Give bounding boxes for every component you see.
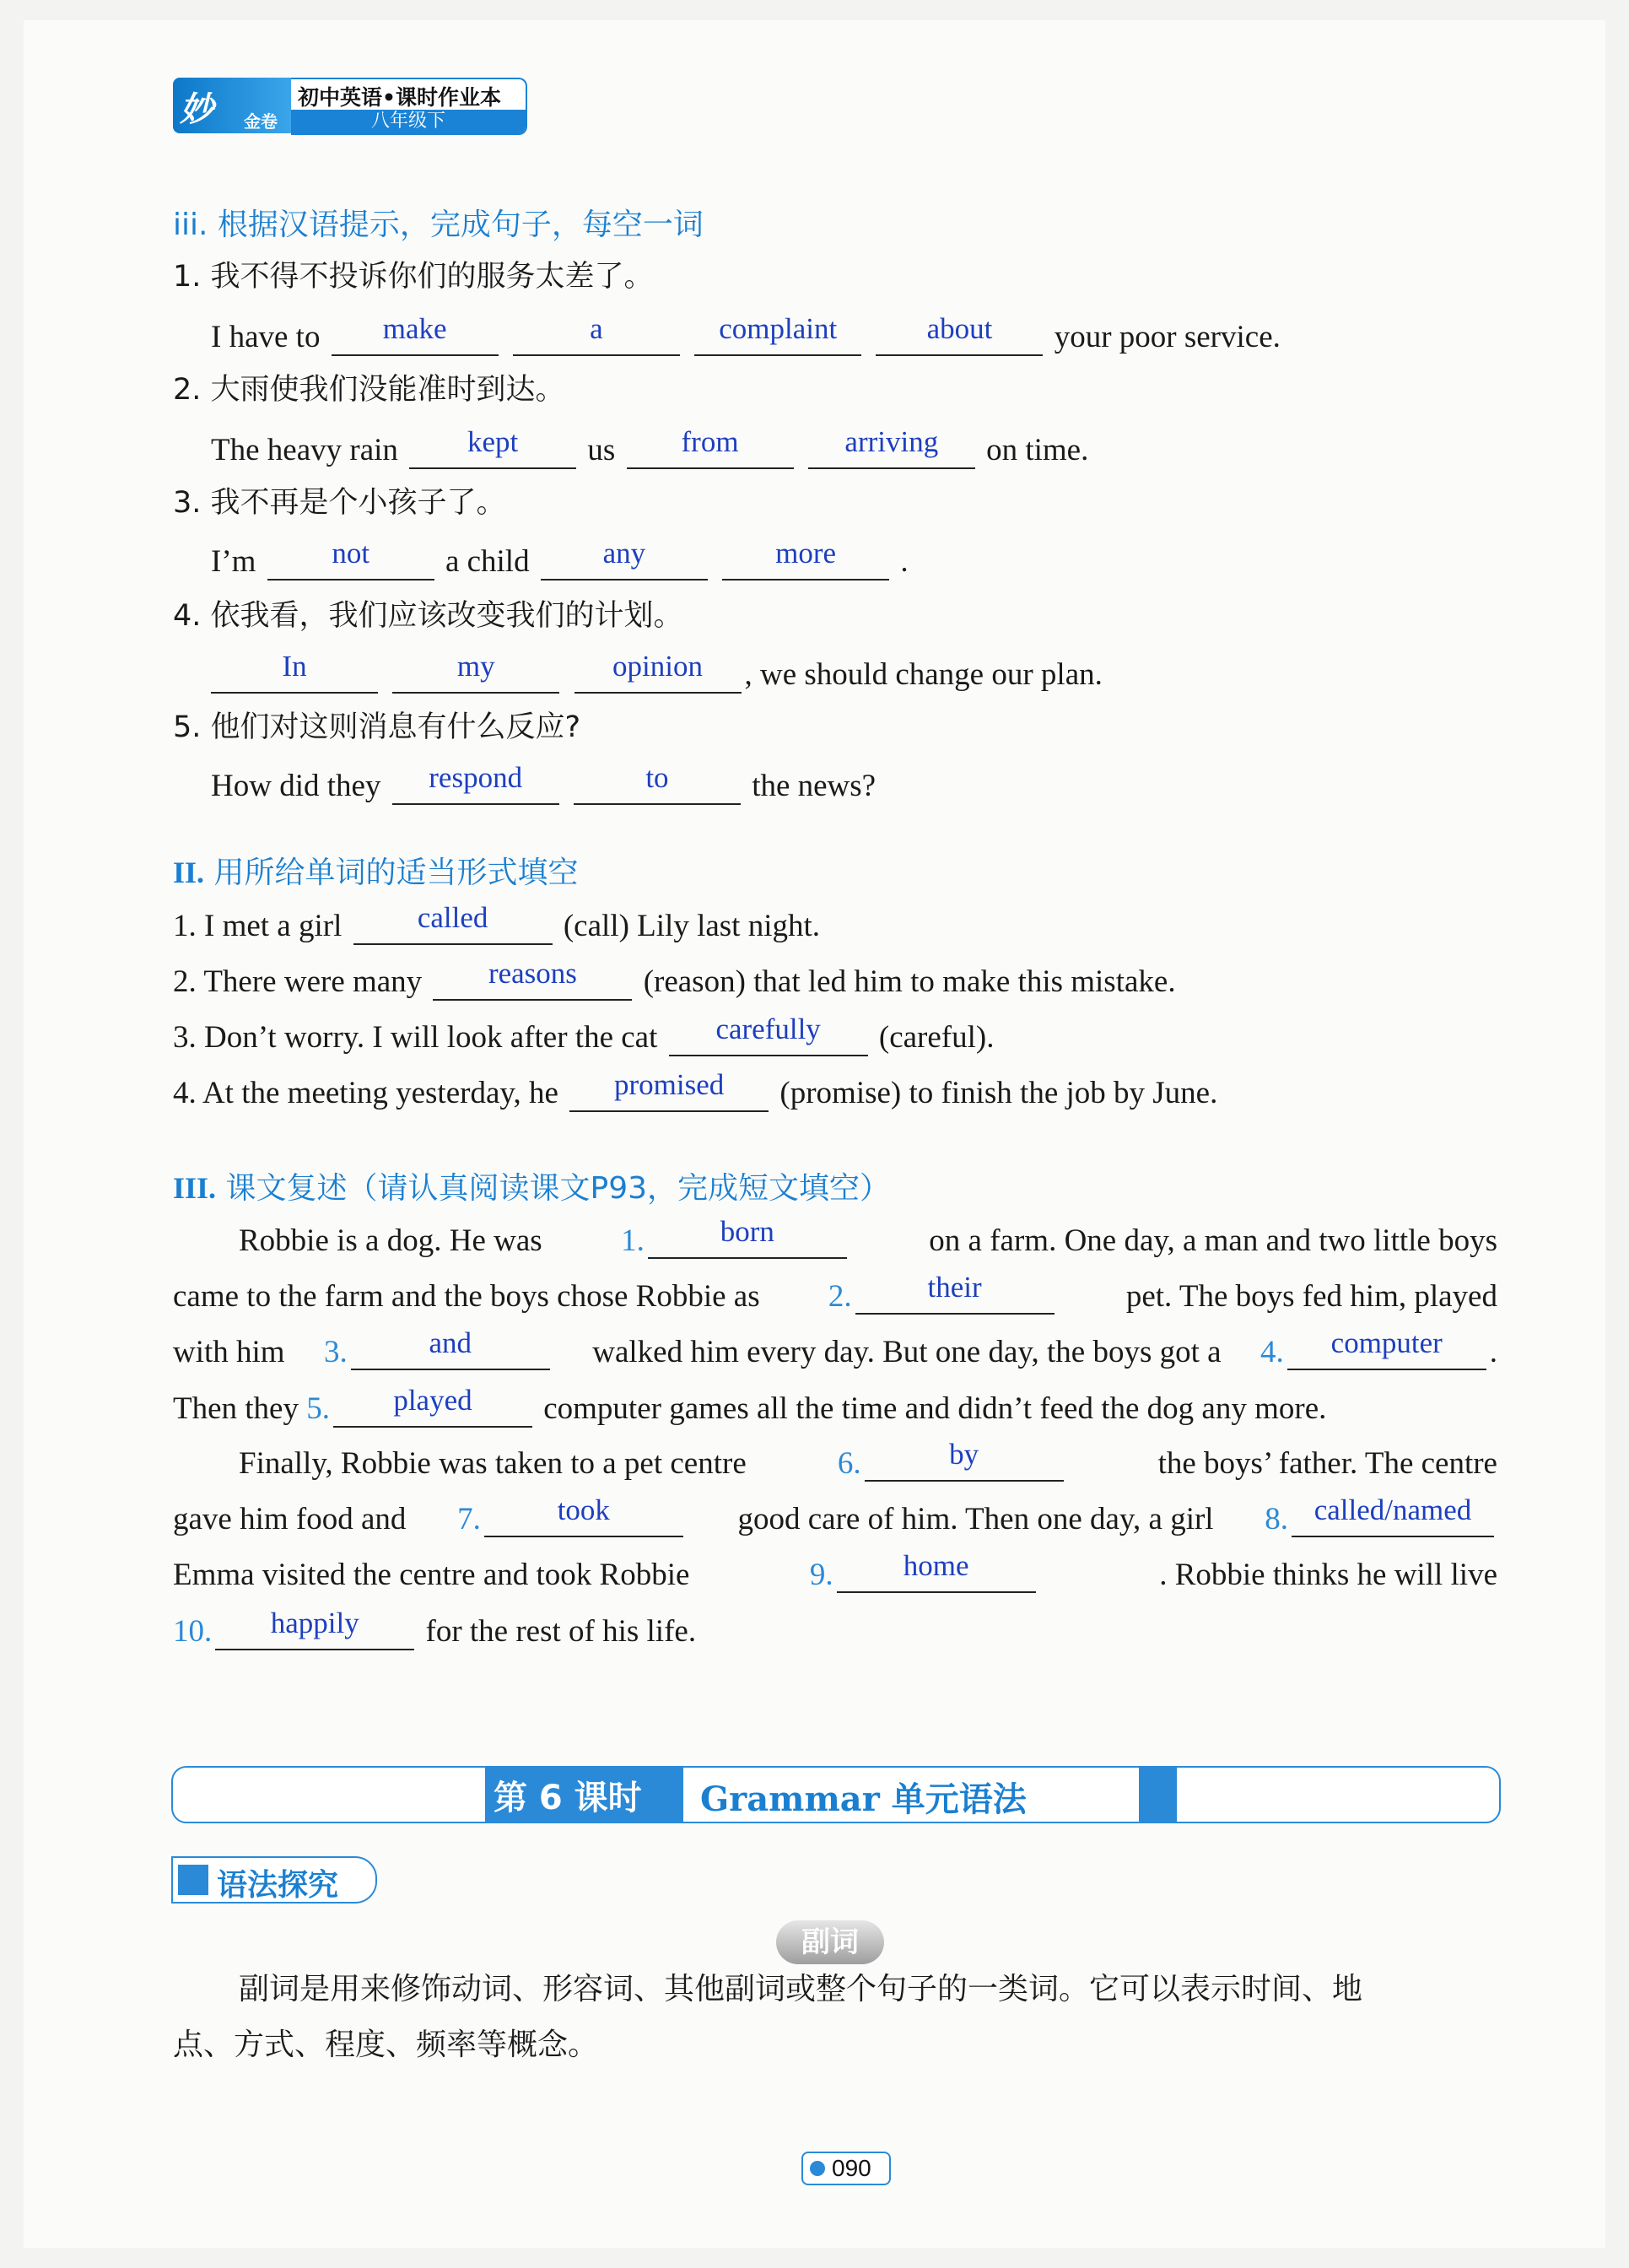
II-q4-post: (promise) to finish the job by June.: [779, 1076, 1218, 1110]
passage-line-4: [173, 1384, 1327, 1428]
q4-blank-3[interactable]: [574, 650, 742, 694]
q2-pre: The heavy rain: [211, 433, 398, 467]
text: . Robbie thinks he will live: [1159, 1558, 1497, 1592]
answer: and: [429, 1326, 472, 1359]
II-q3-post: (careful).: [878, 1020, 995, 1055]
II-q1-post: (call) Lily last night.: [563, 909, 821, 943]
II-q4-blank[interactable]: [569, 1068, 769, 1112]
lesson-title-box: [683, 1768, 1139, 1822]
q2-blank-3[interactable]: [808, 425, 975, 469]
book-title-box: [291, 78, 527, 135]
passage-blank-8[interactable]: [1292, 1493, 1494, 1537]
q4-blank-2[interactable]: [392, 650, 559, 694]
answer: carefully: [715, 1012, 821, 1045]
text: on a farm. One day, a man and two little boys: [929, 1223, 1497, 1258]
section-III-heading: [173, 1164, 890, 1207]
lesson-banner: [171, 1766, 1501, 1823]
II-q2-post: (reason) that led him to make this mistake.: [643, 964, 1176, 999]
answer: my: [456, 650, 495, 683]
brand-logo: [173, 78, 291, 133]
q1-blank-2[interactable]: [513, 312, 680, 356]
text: Robbie is a dog. He was: [239, 1223, 542, 1258]
answer: happily: [270, 1606, 359, 1639]
answer: opinion: [612, 650, 703, 683]
q3-blank-3[interactable]: [722, 537, 889, 580]
text: the boys’ father. The centre: [1157, 1446, 1497, 1481]
passage-blank-9[interactable]: [837, 1549, 1036, 1593]
answer: more: [775, 537, 837, 570]
q3-chinese: 3. 我不再是个小孩子了。: [173, 486, 506, 520]
grammar-tag-label: 语法探究: [217, 1868, 339, 1903]
answer: to: [645, 761, 669, 794]
blank-number: 6.: [837, 1446, 861, 1481]
blank-number: 8.: [1265, 1502, 1288, 1536]
answer: born: [720, 1215, 774, 1248]
logo-small-text: 金卷: [244, 111, 278, 132]
II-q1: [173, 901, 821, 945]
blank-number: 4.: [1260, 1335, 1284, 1369]
section-II-number: II.: [173, 856, 205, 889]
answer: took: [557, 1493, 610, 1526]
square-icon: [178, 1865, 208, 1895]
text: with him: [173, 1335, 285, 1369]
q3-blank-1[interactable]: [267, 537, 434, 580]
passage-line-8: [173, 1606, 697, 1650]
answer: from: [681, 425, 739, 458]
passage-line-2: [173, 1271, 1497, 1315]
q4-blank-1[interactable]: [211, 650, 378, 694]
q1-blank-4[interactable]: [876, 312, 1043, 356]
q3-blank-2[interactable]: [541, 537, 708, 580]
q5-chinese: 5. 他们对这则消息有什么反应?: [173, 710, 581, 744]
answer: computer: [1330, 1326, 1443, 1359]
passage-blank-4[interactable]: [1287, 1326, 1486, 1370]
text: walked him every day. But one day, the boys got a: [592, 1335, 1222, 1369]
q2-mid: us: [587, 433, 616, 467]
passage-blank-7[interactable]: [484, 1493, 683, 1537]
passage-blank-10[interactable]: [215, 1606, 414, 1650]
book-title: 初中英语•课时作业本: [298, 85, 501, 110]
passage-line-1: [239, 1215, 1497, 1259]
q3-english: [211, 537, 909, 580]
q4-post: , we should change our plan.: [744, 657, 1103, 692]
answer: home: [903, 1549, 969, 1582]
q1-blank-3[interactable]: [694, 312, 861, 356]
text: came to the farm and the boys chose Robbie as: [173, 1279, 760, 1314]
blank-number: 7.: [457, 1502, 481, 1536]
logo-text: 妙: [180, 89, 213, 129]
II-q1-blank[interactable]: [353, 901, 553, 945]
section-III-title: 课文复述（请认真阅读课文P93，完成短文填空）: [225, 1171, 891, 1206]
blank-number: 10.: [173, 1614, 213, 1649]
q2-blank-2[interactable]: [627, 425, 794, 469]
answer: In: [282, 650, 307, 683]
blank-number: 5.: [306, 1391, 330, 1426]
grammar-text-line-2: 点、方式、程度、频率等概念。: [173, 2028, 599, 2062]
II-q3-blank[interactable]: [669, 1012, 868, 1056]
passage-line-3: [173, 1326, 1497, 1370]
section-II-heading: [173, 849, 579, 892]
q4-english: [208, 650, 1103, 694]
answer: kept: [467, 425, 519, 458]
answer: make: [382, 312, 447, 345]
II-q4-pre: 4. At the meeting yesterday, he: [173, 1076, 558, 1110]
answer: promised: [614, 1068, 725, 1101]
text: computer games all the time and didn’t feed the dog any more.: [543, 1391, 1327, 1426]
passage-line-7: [173, 1549, 1497, 1593]
II-q2-blank[interactable]: [433, 957, 632, 1001]
grammar-tag: [171, 1856, 377, 1904]
section-II-title: 用所给单词的适当形式填空: [213, 856, 579, 890]
text: Emma visited the centre and took Robbie: [173, 1558, 690, 1592]
page-number-badge: [801, 2152, 891, 2185]
passage-blank-1[interactable]: [648, 1215, 847, 1259]
answer: any: [602, 537, 646, 570]
text: good care of him. Then one day, a girl: [737, 1502, 1214, 1536]
passage-line-5: [239, 1438, 1497, 1482]
q3-post: .: [900, 544, 909, 579]
q5-english: [211, 761, 877, 805]
answer: not: [332, 537, 370, 570]
q5-post: the news?: [752, 769, 877, 803]
section-III-number: III.: [173, 1171, 217, 1205]
header-brand: [173, 78, 527, 133]
q5-blank-2[interactable]: [574, 761, 741, 805]
text: Then they: [173, 1391, 299, 1426]
q2-chinese: 2. 大雨使我们没能准时到达。: [173, 373, 565, 407]
answer: reasons: [488, 957, 577, 990]
lesson-title: Grammar 单元语法: [700, 1779, 1027, 1819]
II-q3: [173, 1012, 995, 1056]
blank-number: 2.: [828, 1279, 852, 1314]
answer: about: [926, 312, 993, 345]
answer: a: [590, 312, 603, 345]
II-q2-pre: 2. There were many: [173, 964, 423, 999]
grammar-text-line-1: 副词是用来修饰动词、形容词、其他副词或整个句子的一类词。它可以表示时间、地: [239, 1972, 1363, 2006]
lesson-number: 第 6 课时: [494, 1779, 642, 1817]
answer: their: [927, 1271, 982, 1304]
passage-blank-6[interactable]: [865, 1438, 1064, 1482]
q1-chinese: 1. 我不得不投诉你们的服务太差了。: [173, 260, 654, 294]
text: .: [1489, 1335, 1497, 1369]
blank-number: 9.: [809, 1558, 833, 1592]
topic-pill: 副词: [776, 1920, 884, 1964]
II-q2: [173, 957, 1176, 1001]
grade-label: 八年级下: [291, 110, 526, 133]
answer: played: [393, 1384, 472, 1417]
q3-pre: I’m: [211, 544, 256, 579]
answer: arriving: [844, 425, 939, 458]
text: Finally, Robbie was taken to a pet centre: [239, 1446, 747, 1481]
II-q4: [173, 1068, 1218, 1112]
q2-blank-1[interactable]: [409, 425, 576, 469]
text: gave him food and: [173, 1502, 407, 1536]
q5-pre: How did they: [211, 769, 381, 803]
q1-post: your poor service.: [1054, 320, 1281, 354]
passage-blank-5[interactable]: [333, 1384, 532, 1428]
q2-english: [211, 425, 1089, 469]
q1-english: [211, 312, 1281, 356]
q2-post: on time.: [986, 433, 1089, 467]
answer: by: [949, 1438, 979, 1471]
q1-blank-1[interactable]: [332, 312, 499, 356]
II-q1-pre: 1. I met a girl: [173, 909, 343, 943]
text: pet. The boys fed him, played: [1125, 1279, 1497, 1314]
passage-line-6: [173, 1493, 1497, 1537]
blank-number: 3.: [324, 1335, 348, 1369]
answer: respond: [429, 761, 523, 794]
dot-icon: [810, 2161, 825, 2176]
answer: complaint: [719, 312, 838, 345]
text: for the rest of his life.: [425, 1614, 697, 1649]
answer: called: [417, 901, 488, 934]
q5-blank-1[interactable]: [392, 761, 559, 805]
answer: called/named: [1313, 1493, 1472, 1526]
q4-chinese: 4. 依我看，我们应该改变我们的计划。: [173, 599, 683, 633]
passage-blank-3[interactable]: [351, 1326, 550, 1370]
page-number: 090: [832, 2155, 871, 2181]
passage-blank-2[interactable]: [855, 1271, 1055, 1315]
blank-number: 1.: [621, 1223, 645, 1258]
q1-pre: I have to: [211, 320, 321, 354]
II-q3-pre: 3. Don’t worry. I will look after the cat: [173, 1020, 658, 1055]
section-iii-heading: iii. 根据汉语提示，完成句子，每空一词: [173, 208, 704, 242]
q3-mid: a child: [445, 544, 530, 579]
